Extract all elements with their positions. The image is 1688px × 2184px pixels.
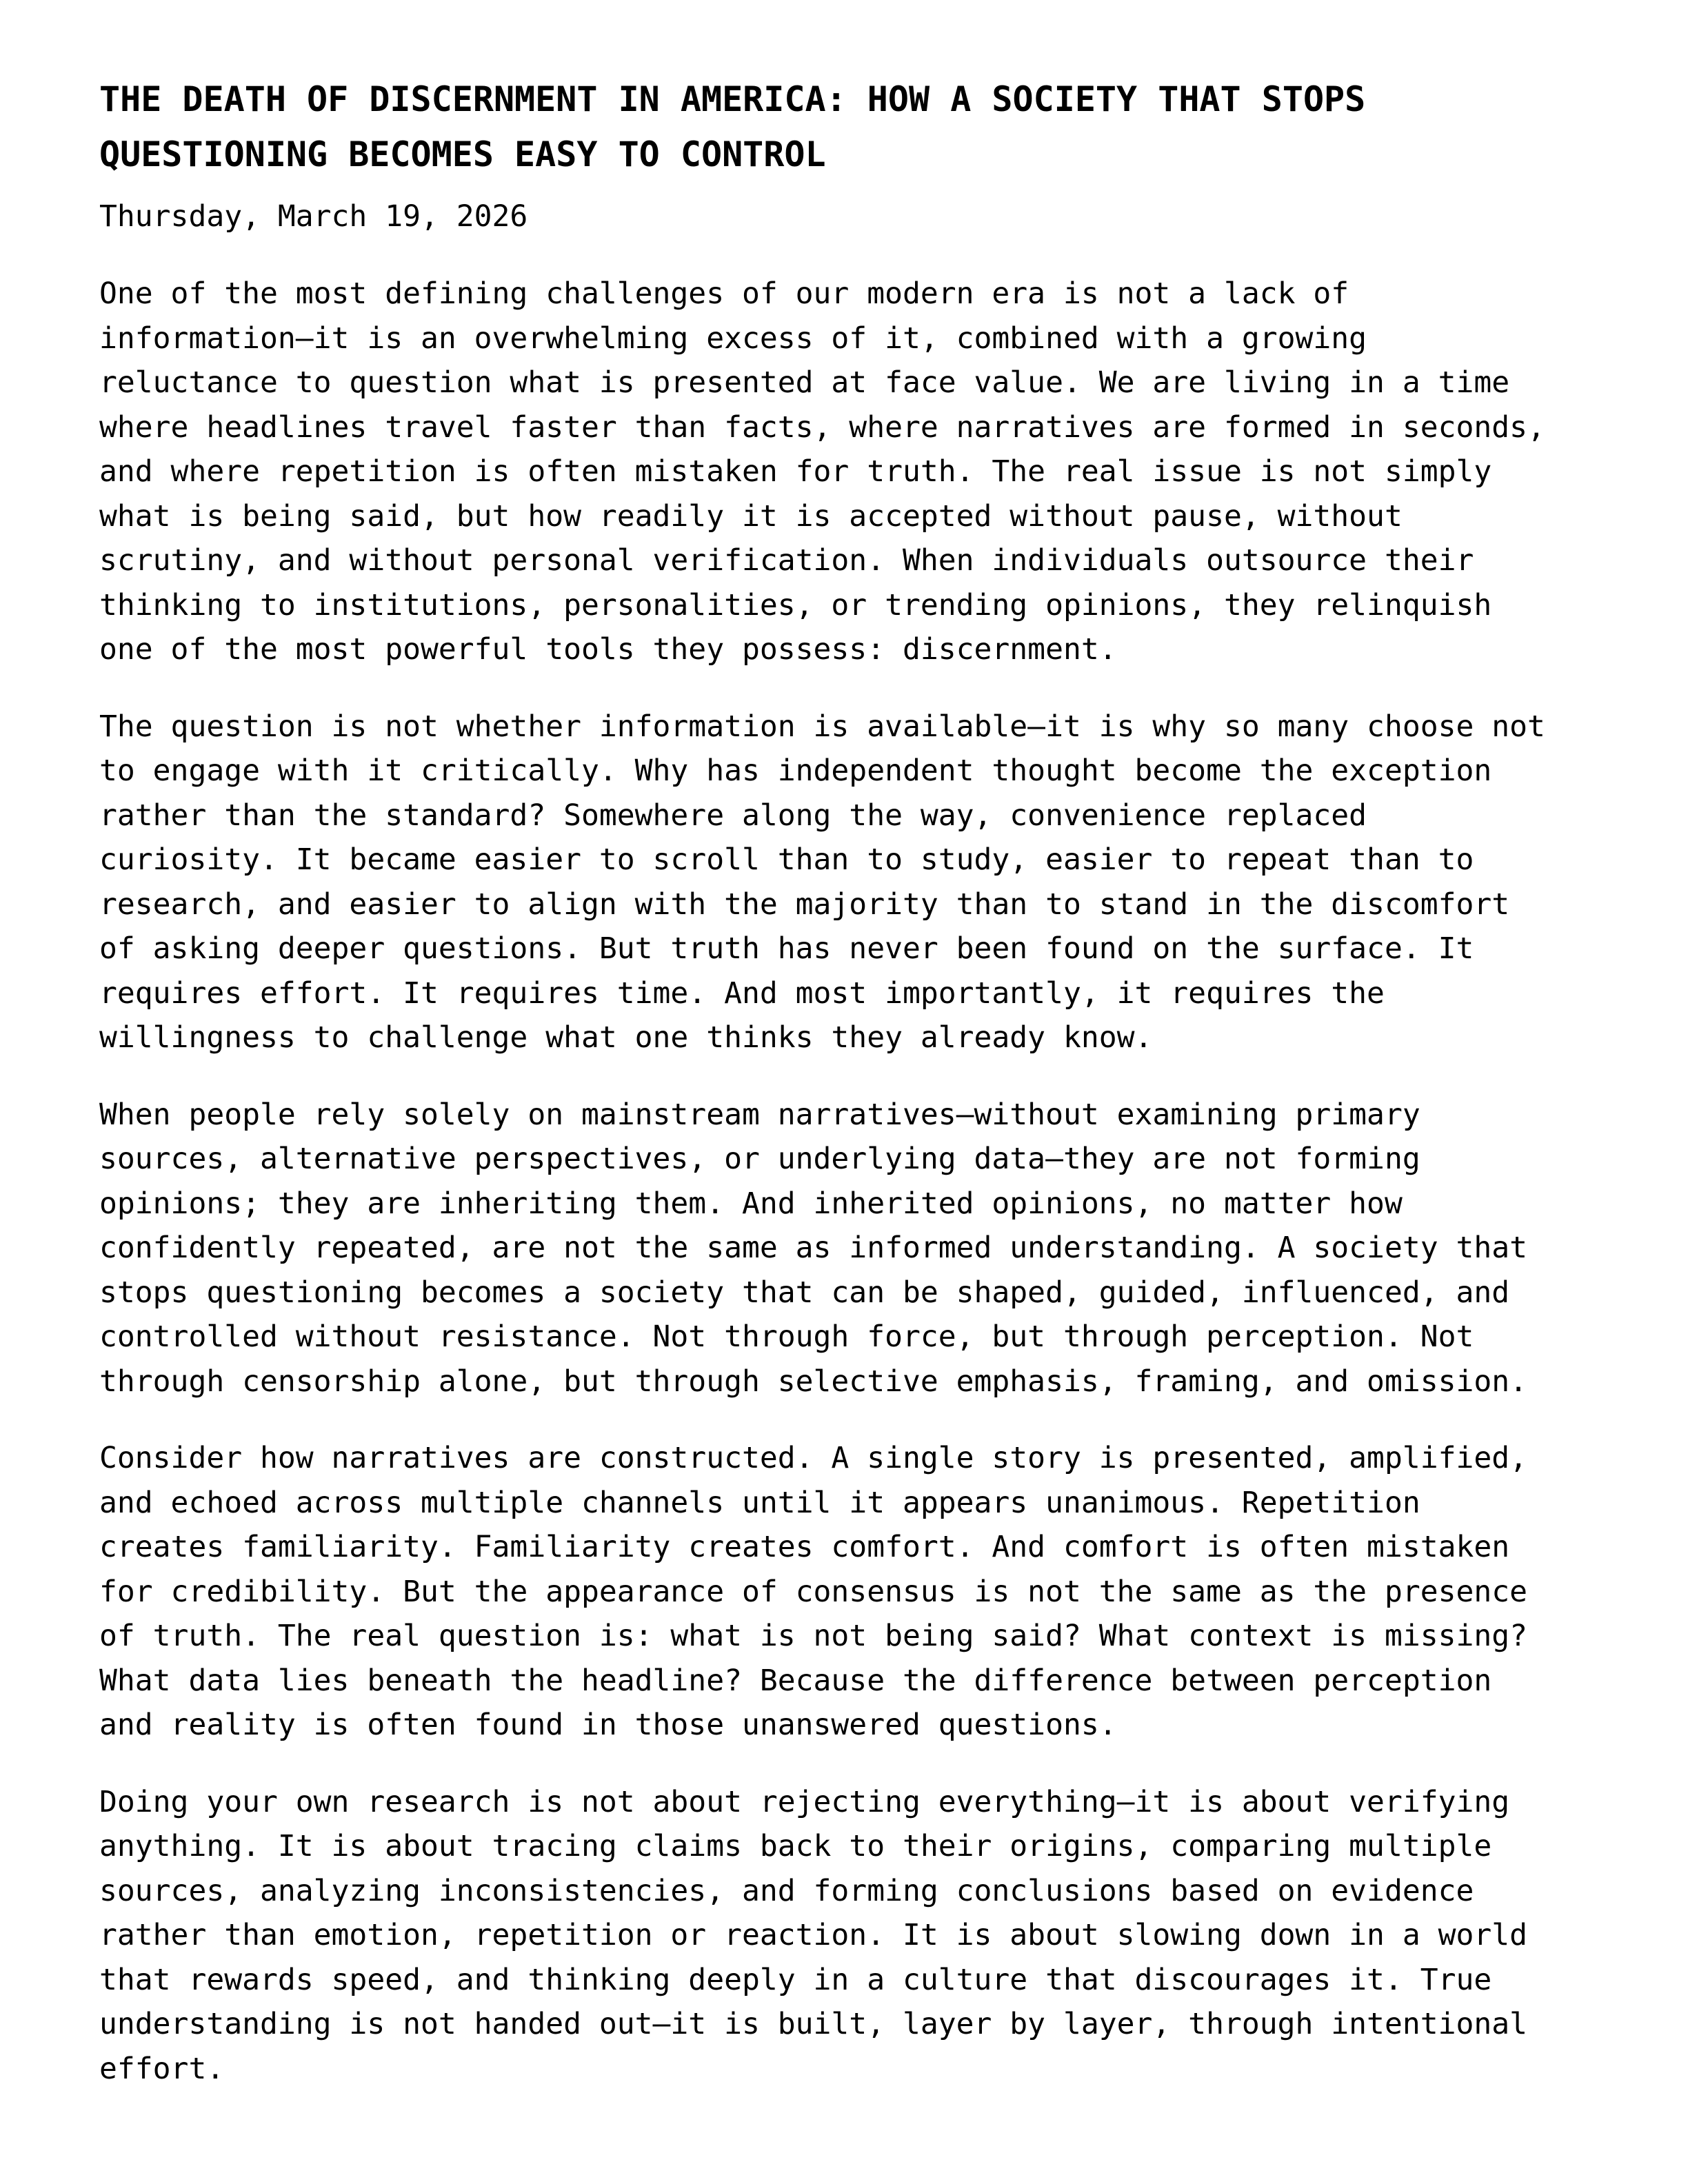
paragraph-line: and where repetition is often mistaken for truth. The real issue is not simply xyxy=(99,454,1492,489)
paragraph-line: sources, alternative perspectives, or underlying data—they are not forming xyxy=(99,1142,1420,1176)
paragraph-line: Doing your own research is not about rejecting everything—it is about verifying xyxy=(99,1784,1510,1819)
paragraph-line: that rewards speed, and thinking deeply in a culture that discourages it. True xyxy=(99,1962,1492,1997)
paragraph-line: confidently repeated, are not the same as informed understanding. A society that xyxy=(99,1231,1528,1265)
paragraph-line: Consider how narratives are constructed. A single story is presented, amplified, xyxy=(99,1441,1528,1475)
paragraph-line: what is being said, but how readily it is accepted without pause, without xyxy=(99,498,1403,534)
paragraph-line: of truth. The real question is: what is not being said? What context is missing? xyxy=(99,1619,1528,1653)
paragraph-line: of asking deeper questions. But truth has never been found on the surface. It xyxy=(99,931,1474,966)
article-paragraph xyxy=(99,705,1644,1060)
article-paragraph xyxy=(99,1780,1644,2092)
article-date: Thursday, March 19, 2026 xyxy=(99,199,528,234)
paragraph-line: to engage with it critically. Why has independent thought become the exception xyxy=(99,754,1492,788)
paragraph-line: reluctance to question what is presented at face value. We are living in a time xyxy=(99,365,1510,400)
article-paragraph xyxy=(99,1093,1644,1404)
paragraph-line: thinking to institutions, personalities, or trending opinions, they relinquish xyxy=(99,587,1492,623)
paragraph-line: effort. xyxy=(99,2051,225,2086)
article-paragraph xyxy=(99,272,1644,672)
paragraph-line: The question is not whether information is available—it is why so many choose not xyxy=(99,709,1545,744)
paragraph-line: One of the most defining challenges of our modern era is not a lack of xyxy=(99,276,1349,311)
paragraph-line: opinions; they are inheriting them. And inherited opinions, no matter how xyxy=(99,1186,1403,1221)
paragraph-line: stops questioning becomes a society that can be shaped, guided, influenced, and xyxy=(99,1275,1510,1310)
paragraph-line: one of the most powerful tools they possess: discernment. xyxy=(99,632,1117,667)
paragraph-line: controlled without resistance. Not through force, but through perception. Not xyxy=(99,1320,1474,1354)
article-title-line: QUESTIONING BECOMES EASY TO CONTROL xyxy=(99,134,826,174)
paragraph-line: understanding is not handed out—it is built, layer by layer, through intentional xyxy=(99,2007,1528,2041)
paragraph-line: requires effort. It requires time. And most importantly, it requires the xyxy=(99,975,1385,1011)
paragraph-line: sources, analyzing inconsistencies, and forming conclusions based on evidence xyxy=(99,1873,1474,1908)
paragraph-line: What data lies beneath the headline? Because the difference between perception xyxy=(99,1663,1492,1698)
paragraph-line: curiosity. It became easier to scroll than to study, easier to repeat than to xyxy=(99,842,1474,877)
article-title-line: THE DEATH OF DISCERNMENT IN AMERICA: HOW A SOCIETY THAT STOPS xyxy=(99,79,1366,119)
article-body xyxy=(99,272,1589,2091)
paragraph-line: research, and easier to align with the majority than to stand in the discomfort xyxy=(99,887,1510,922)
paragraph-line: and echoed across multiple channels until it appears unanimous. Repetition xyxy=(99,1485,1420,1520)
paragraph-line: willingness to challenge what one thinks they already know. xyxy=(99,1020,1153,1055)
paragraph-line: scrutiny, and without personal verification. When individuals outsource their xyxy=(99,543,1474,578)
paragraph-line: for credibility. But the appearance of consensus is not the same as the presence xyxy=(99,1574,1528,1609)
article-paragraph xyxy=(99,1436,1644,1748)
paragraph-line: where headlines travel faster than facts, where narratives are formed in seconds, xyxy=(99,410,1545,445)
paragraph-line: and reality is often found in those unanswered questions. xyxy=(99,1708,1117,1742)
paragraph-line: information—it is an overwhelming excess of it, combined with a growing xyxy=(99,321,1367,356)
paragraph-line: When people rely solely on mainstream narratives—without examining primary xyxy=(99,1097,1420,1132)
paragraph-line: rather than emotion, repetition or reaction. It is about slowing down in a world xyxy=(99,1918,1528,1952)
paragraph-line: rather than the standard? Somewhere along the way, convenience replaced xyxy=(99,798,1367,833)
paragraph-line: creates familiarity. Familiarity creates comfort. And comfort is often mistaken xyxy=(99,1530,1510,1564)
article-title xyxy=(99,72,1616,182)
paragraph-line: anything. It is about tracing claims back to their origins, comparing multiple xyxy=(99,1829,1492,1863)
paragraph-line: through censorship alone, but through selective emphasis, framing, and omission. xyxy=(99,1364,1528,1399)
